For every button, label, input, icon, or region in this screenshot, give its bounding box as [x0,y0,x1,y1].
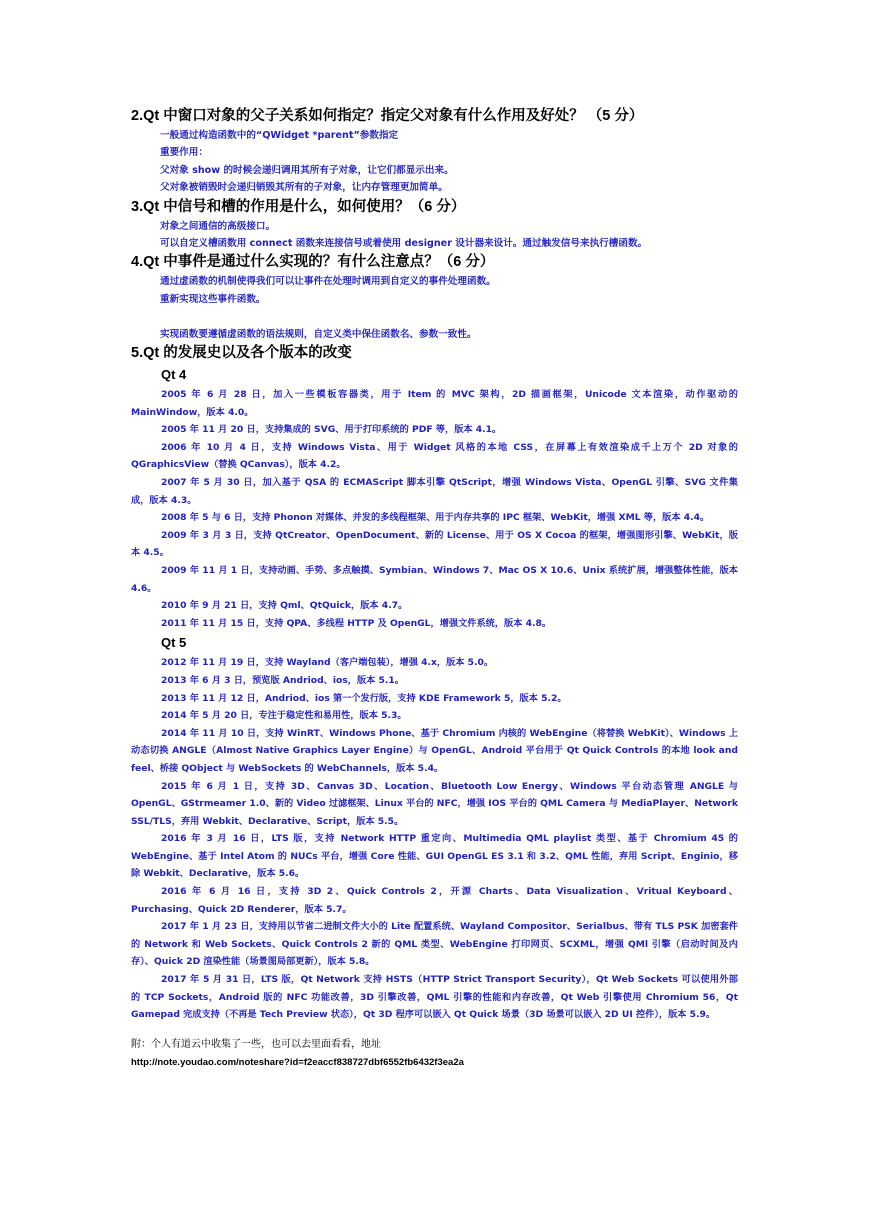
document-content [131,106,738,1072]
answer-line: 实现函数要遵循虚函数的语法规则，自定义类中保住函数名、参数一致性。 [160,328,477,340]
qt4-history-list [131,386,738,632]
question-5: 5.Qt 的发展史以及各个版本的改变 [131,345,352,362]
history-entry: 2005 年 6 月 28 日，加入一些模板容器类，用于 Item 的 MVC 架构，2D 描画框架，Unicode 文本渲染，动作驱动的 MainWindow，版本 4.0。 [131,389,738,418]
qt5-history-list [131,654,738,1023]
answer-line: 重新实现这些事件函数。 [160,293,266,305]
answer-line: 可以自定义槽函数用 connect 函数来连接信号或着使用 designer 设计器来设计。通过触发信号来执行槽函数。 [160,238,648,250]
answer-line: 通过虚函数的机制使得我们可以让事件在处理时调用到自定义的事件处理函数。 [160,276,496,288]
answer-line: 一般通过构造函数中的“QWidget *parent”参数指定 [160,130,399,141]
history-entry: 2017 年 1 月 23 日，支持用以节省二进制文件大小的 Lite 配置系统、Wayland Compositor、Serialbus、带有 TLS PSK 加密套件的 Network 和 Web Sockets、Quick Controls 2 新的 QML 类型、WebEngine 打印网页、SCXML，增强 QMl 引擎（启动时间及内存）、Quick 2D 渲染性能（场景图局部更新），版本 5.8。 [131,921,738,968]
history-entry: 2009 年 11 月 1 日，支持动画、手势、多点触摸、Symbian、Windows 7、Mac OS X 10.6、Unix 系统扩展，增强整体性能，版本 4.6。 [131,564,738,594]
history-entry: 2017 年 5 月 31 日，LTS 版，Qt Network 支持 HSTS（HTTP Strict Transport Security），Qt Web Sockets 可以使用外部的 TCP Sockets，Android 版的 NFC 功能改善，3D 引擎改善，QML 引擎的性能和内存改善，Qt Web 引擎使用 Chromium 56，Qt Gamepad 完成支持（不再是 Tech Preview 状态），Qt 3D 程序可以嵌入 Qt Quick 场景（3D 场景可以嵌入 2D UI 控件），版本 5.9。 [131,974,738,1021]
section-heading-qt4: Qt 4 [161,367,187,383]
answer-line: 父对象被销毁时会递归销毁其所有的子对象，让内存管理更加简单。 [160,182,448,194]
footer-url: http://note.youdao.com/noteshare?id=f2eaccf838727dbf6552fb6432f3ea2a [131,1056,464,1068]
history-entry: 2010 年 9 月 21 日，支持 Qml、QtQuick，版本 4.7。 [161,600,408,612]
history-entry: 2016 年 6 月 16 日，支持 3D 2、Quick Controls 2，开源 Charts、Data Visualization、Vritual Keyboard、Purchasing、Quick 2D Renderer，版本 5.7。 [131,886,738,915]
history-entry: 2013 年 11 月 12 日，Andriod、ios 第一个发行版，支持 KDE Framework 5，版本 5.2。 [161,692,567,704]
history-entry: 2015 年 6 月 1 日，支持 3D、Canvas 3D、Location、Bluetooth Low Energy、Windows 平台动态管理 ANGLE 与 OpenGL、GStrmeamer 1.0、新的 Video 过滤框架、Linux 平台的 NFC，增强 IOS 平台的 QML Camera 与 MediaPlayer、Network SSL/TLS，弃用 Webkit、Declarative、Script，版本 5.5。 [131,780,738,827]
history-entry: 2005 年 11 月 20 日，支持集成的 SVG、用于打印系统的 PDF 等，版本 4.1。 [161,424,502,436]
question-4: 4.Qt 中事件是通过什么实现的？有什么注意点？（6 分） [131,254,495,271]
history-entry: 2007 年 5 月 30 日，加入基于 QSA 的 ECMAScript 脚本引擎 QtScript，增强 Windows Vista、OpenGL 引擎、SVG 文件集成，版本 4.3。 [131,477,738,506]
section-heading-qt5: Qt 5 [161,635,187,651]
answer-line: 重要作用： [160,147,208,159]
history-entry: 2016 年 3 月 16 日，LTS 版，支持 Network HTTP 重定向、Multimedia QML playlist 类型、基于 Chromium 45 的 WebEngine、基于 Intel Atom 的 NUCs 平台，增强 Core 性能、GUI OpenGL ES 3.1 和 3.2、QML 性能，弃用 Script、Enginio，移除 Webkit、Declarative，版本 5.6。 [131,833,738,880]
history-entry: 2008 年 5 与 6 日，支持 Phonon 对媒体、并发的多线程框架、用于内存共享的 IPC 框架、WebKit，增强 XML 等，版本 4.4。 [161,512,710,524]
history-entry: 2014 年 11 月 10 日，支持 WinRT、Windows Phone、基于 Chromium 内核的 WebEngine（将替换 WebKit）、Windows 上动态切换 ANGLE（Almost Native Graphics Layer Engine）与 OpenGL、Android 平台用于 Qt Quick Controls 的本地 look and feel、桥接 QObject 与 WebSockets 的 WebChannels，版本 5.4。 [131,727,738,774]
history-entry: 2009 年 3 月 3 日，支持 QtCreator、OpenDocument、新的 License、用于 OS X Cocoa 的框架，增强图形引擎、WebKit，版本 4.5。 [131,529,738,559]
history-entry: 2006 年 10 月 4 日，支持 Windows Vista、用于 Widget 风格的本地 CSS，在屏幕上有效渲染成千上万个 2D 对象的 QGraphicsView（替换 QCanvas），版本 4.2。 [131,441,738,471]
history-entry: 2013 年 6 月 3 日，预览版 Andriod、ios，版本 5.1。 [161,674,404,686]
answer-line: 父对象 show 的时候会递归调用其所有子对象，让它们都显示出来。 [160,164,454,176]
question-2: 2.Qt 中窗口对象的父子关系如何指定？指定父对象有什么作用及好处？ （5 分） [131,108,644,124]
question-3: 3.Qt 中信号和槽的作用是什么，如何使用？（6 分） [131,198,466,215]
history-entry: 2011 年 11 月 15 日，支持 QPA、多线程 HTTP 及 OpenGL，增强文件系统，版本 4.8。 [161,617,552,629]
footer-note: 附：个人有道云中收集了一些，也可以去里面看看，地址 [131,1038,381,1050]
blank-line [131,308,738,325]
history-entry: 2012 年 11 月 19 日，支持 Wayland（客户端包装），增强 4.x，版本 5.0。 [161,657,494,669]
history-entry: 2014 年 5 月 20 日，专注于稳定性和易用性，版本 5.3。 [161,710,407,722]
answer-line: 对象之间通信的高级接口。 [160,220,276,232]
